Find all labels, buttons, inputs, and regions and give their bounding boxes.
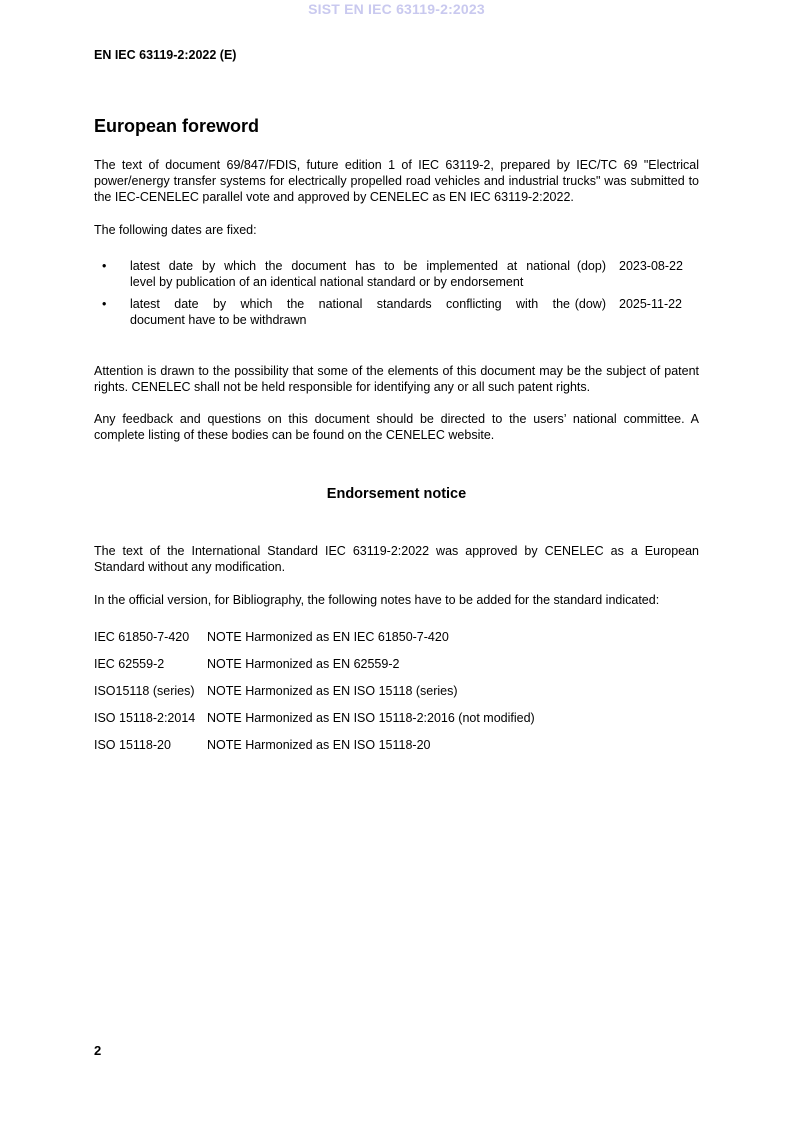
date-value: 2023-08-22 xyxy=(619,259,683,273)
foreword-intro-paragraph: The text of document 69/847/FDIS, future edition 1 of IEC 63119-2, prepared by IEC/TC 69 "Electrical power/energy transfer systems for electrically propelled road vehicles and industrial trucks" was submitted to the IEC-CENELEC parallel vote and approved by CENELEC as EN IEC 63119-2:2022. xyxy=(94,158,699,204)
patent-attention-paragraph: Attention is drawn to the possibility that some of the elements of this document may be the subject of patent rights. CENELEC shall not be held responsible for identifying any or all such patent rights. xyxy=(94,364,699,394)
note-text: NOTE Harmonized as EN ISO 15118-2:2016 (not modified) xyxy=(207,711,535,725)
page-number: 2 xyxy=(94,1043,102,1058)
note-standard: IEC 62559-2 xyxy=(94,657,165,671)
dates-intro-paragraph: The following dates are fixed: xyxy=(94,223,257,237)
official-version-paragraph: In the official version, for Bibliography, the following notes have to be added for the standard indicated: xyxy=(94,593,660,607)
note-text: NOTE Harmonized as EN ISO 15118-20 xyxy=(207,738,431,752)
note-standard: IEC 61850-7-420 xyxy=(94,630,190,644)
section-title-european-foreword: European foreword xyxy=(94,116,260,136)
note-text: NOTE Harmonized as EN 62559-2 xyxy=(207,657,400,671)
date-description-line1: latest date by which the national standards conflicting with the xyxy=(130,297,570,311)
note-text: NOTE Harmonized as EN ISO 15118 (series) xyxy=(207,684,458,698)
date-description-line1: latest date by which the document has to be implemented at national xyxy=(130,259,570,273)
document-header: EN IEC 63119-2:2022 (E) xyxy=(94,48,237,62)
note-text: NOTE Harmonized as EN IEC 61850-7-420 xyxy=(207,630,449,644)
section-title-endorsement-notice: Endorsement notice xyxy=(326,486,467,502)
watermark: SIST EN IEC 63119-2:2023 xyxy=(308,1,485,17)
note-standard: ISO 15118-2:2014 xyxy=(94,711,196,725)
bullet-marker: • xyxy=(102,259,107,273)
date-description-line2: document have to be withdrawn xyxy=(130,313,307,327)
bullet-marker: • xyxy=(102,297,107,311)
date-code: (dop) xyxy=(576,259,606,273)
note-standard: ISO15118 (series) xyxy=(94,684,195,698)
endorsement-text-paragraph: The text of the International Standard IEC 63119-2:2022 was approved by CENELEC as a European Standard without any modification. xyxy=(94,544,699,574)
note-standard: ISO 15118-20 xyxy=(94,738,171,752)
date-value: 2025-11-22 xyxy=(619,297,683,311)
date-code: (dow) xyxy=(574,297,606,311)
feedback-paragraph: Any feedback and questions on this document should be directed to the users’ national committee. A complete listing of these bodies can be found on the CENELEC website. xyxy=(94,412,699,442)
date-description-line2: level by publication of an identical national standard or by endorsement xyxy=(130,275,524,289)
